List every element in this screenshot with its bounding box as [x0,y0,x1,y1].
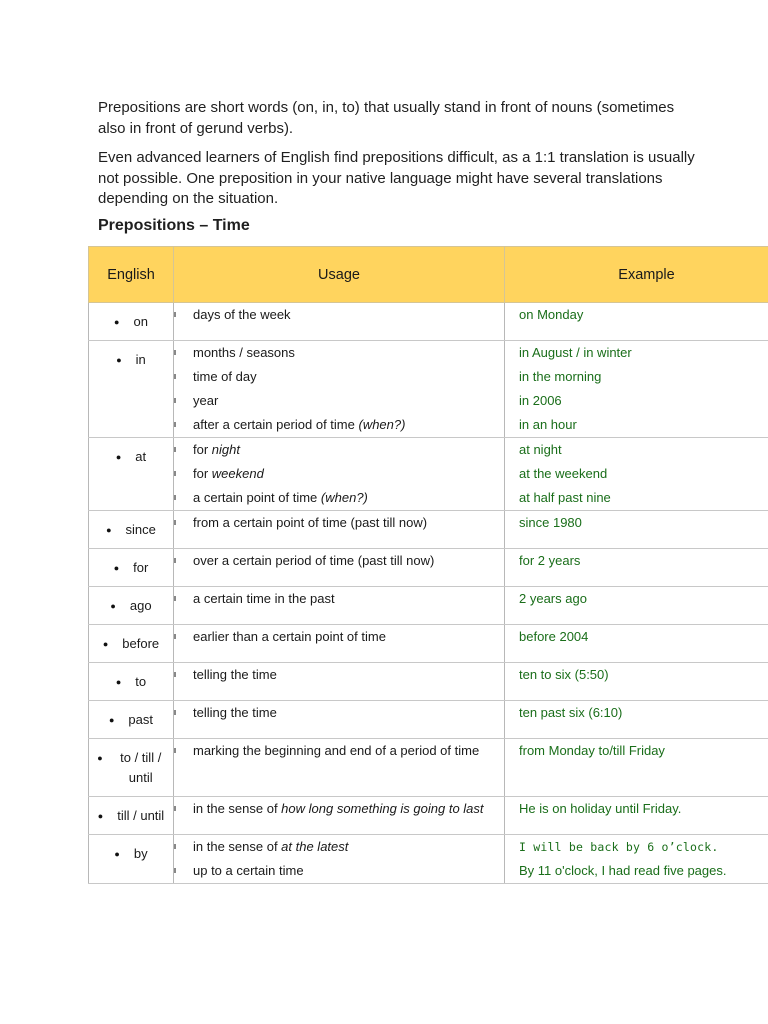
usage-line [174,389,504,413]
english-cell [89,341,174,438]
usage-line [174,549,504,573]
usage-text: year [193,393,219,408]
table-row [89,549,768,587]
usage-line [174,797,504,821]
preposition-label: before [122,636,160,651]
usage-cell [174,549,505,587]
section-heading: Prepositions – Time [98,217,250,234]
english-cell [89,797,174,835]
example-text: before 2004 [519,629,589,644]
bullet-icon: ● [114,317,120,327]
example-text: for 2 years [519,553,581,568]
usage-text: in the sense of [193,839,282,854]
table-row [89,835,768,884]
usage-cell [174,797,505,835]
usage-cell [174,303,505,341]
usage-cell [174,438,505,511]
usage-line [174,859,504,883]
usage-text: a certain point of time [193,490,321,505]
example-cell [505,341,768,438]
bullet-icon: ● [116,355,122,365]
example-text: ten past six (6:10) [519,705,623,720]
bullet-icon: ● [110,601,116,611]
example-cell [505,625,768,663]
preposition-label: to [135,674,147,689]
english-cell [89,739,174,797]
example-cell [505,797,768,835]
preposition-label: till / until [117,808,165,823]
example-cell [505,438,768,511]
usage-text: telling the time [193,705,277,720]
english-cell [89,625,174,663]
usage-cell [174,341,505,438]
table-row [89,739,768,797]
usage-italic-text: weekend [211,466,264,481]
bullet-icon: ● [115,677,122,687]
usage-cell [174,663,505,701]
table-row [89,303,768,341]
preposition-label: by [133,846,148,861]
usage-text: months / seasons [193,345,295,360]
preposition-label: to / till / until [120,750,162,785]
example-text: in an hour [519,417,577,432]
usage-italic-text: (when?) [320,490,368,505]
usage-text: after a certain period of time [193,417,359,432]
english-cell [89,587,174,625]
example-text: in August / in winter [519,345,632,360]
usage-line [174,587,504,611]
table-row [89,625,768,663]
usage-text: over a certain period of time (past till now) [193,553,435,568]
example-text: since 1980 [519,515,582,530]
example-text: from Monday to/till Friday [519,743,665,758]
table-row [89,663,768,701]
usage-line [174,303,504,327]
usage-text: days of the week [193,307,291,322]
bullet-icon: ● [113,563,120,573]
usage-text: marking the beginning and end of a period of time [193,743,480,758]
usage-cell [174,625,505,663]
preposition-label: for [133,560,149,575]
example-text: at the weekend [519,466,608,481]
example-cell [505,739,768,797]
bullet-icon: ● [114,849,120,859]
table-header-row [89,247,768,303]
example-cell [505,835,768,884]
english-cell [89,835,174,884]
usage-line [174,413,504,437]
usage-text: telling the time [193,667,277,682]
bullet-icon: ● [97,753,103,763]
intro-paragraph-1: Prepositions are short words (on, in, to) that usually stand in front of nouns (sometimes also in front of gerund verbs). [98,99,675,137]
english-cell [89,303,174,341]
preposition-label: since [125,522,156,537]
example-text: at night [519,442,562,457]
example-cell [505,663,768,701]
english-cell [89,663,174,701]
preposition-label: at [135,449,147,464]
usage-line [174,663,504,687]
english-cell [89,511,174,549]
bullet-icon: ● [106,525,112,535]
table-row [89,511,768,549]
example-cell [505,303,768,341]
header-usage: Usage [174,247,505,303]
english-cell [89,438,174,511]
example-text: By 11 o'clock, I had read five pages. [519,863,727,878]
example-cell [505,701,768,739]
usage-italic-text: night [211,442,240,457]
usage-cell [174,835,505,884]
usage-text: for [193,466,212,481]
preposition-label: in [135,352,146,367]
example-text: He is on holiday until Friday. [519,801,682,816]
table-row [89,701,768,739]
usage-line [174,835,504,859]
usage-line [174,701,504,725]
english-cell [89,701,174,739]
usage-text: time of day [193,369,257,384]
usage-text: a certain time in the past [193,591,335,606]
preposition-label: on [133,314,148,329]
example-text: ten to six (5:50) [519,667,609,682]
table-row [89,438,768,511]
usage-line [174,438,504,462]
example-text: 2 years ago [519,591,587,606]
usage-line [174,739,504,763]
table-body [89,303,768,884]
preposition-label: ago [129,598,152,613]
table-row [89,587,768,625]
bullet-icon: ● [102,639,109,649]
example-text: in 2006 [519,393,562,408]
usage-italic-text: how long something is going to last [281,801,484,816]
intro-paragraph-2: Even advanced learners of English find prepositions difficult, as a 1:1 translation is usually not possible. One preposition in your native language might have several translations depending on the situation. [98,149,695,207]
usage-cell [174,511,505,549]
bullet-icon: ● [115,452,122,462]
usage-text: from a certain point of time (past till now) [193,515,428,530]
usage-italic-text: at the latest [281,839,349,854]
usage-cell [174,701,505,739]
header-example: Example [505,247,768,303]
example-cell [505,511,768,549]
usage-text: for [193,442,212,457]
usage-line [174,365,504,389]
usage-line [174,486,504,510]
bullet-icon: ● [97,811,104,821]
table-row [89,797,768,835]
usage-line [174,341,504,365]
usage-cell [174,739,505,797]
usage-italic-text: (when?) [358,417,406,432]
usage-line [174,625,504,649]
example-cell [505,587,768,625]
prepositions-table [88,246,768,884]
english-cell [89,549,174,587]
usage-line [174,462,504,486]
example-text: on Monday [519,307,584,322]
example-text: I will be back by 6 o’clock. [519,840,719,854]
usage-text: earlier than a certain point of time [193,629,386,644]
header-english: English [89,247,174,303]
example-text: at half past nine [519,490,611,505]
usage-text: up to a certain time [193,863,304,878]
usage-cell [174,587,505,625]
usage-text: in the sense of [193,801,282,816]
table-row [89,341,768,438]
bullet-icon: ● [108,715,115,725]
example-cell [505,549,768,587]
usage-line [174,511,504,535]
preposition-label: past [128,712,153,727]
example-text: in the morning [519,369,602,384]
